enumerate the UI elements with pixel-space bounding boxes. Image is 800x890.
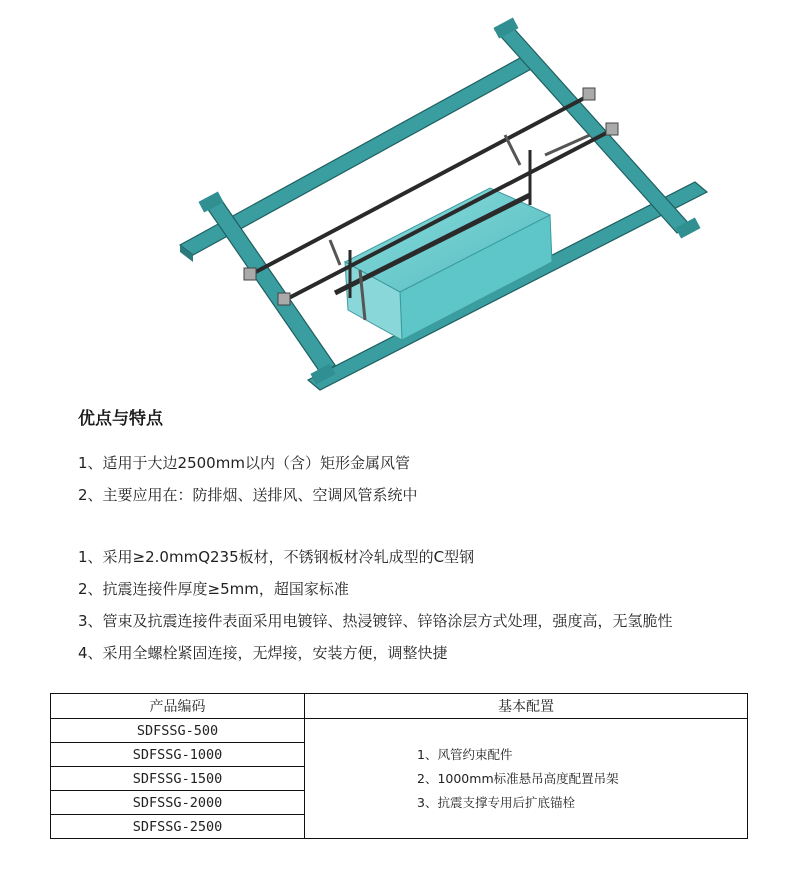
table-row xyxy=(51,719,748,743)
feature-line-4: 4、采用全螺栓紧固连接，无焊接，安装方便，调整快捷 xyxy=(78,644,448,662)
spec-table xyxy=(50,693,748,839)
bracket-clip xyxy=(244,268,256,280)
header-basic-config: 基本配置 xyxy=(305,694,748,719)
section-title: 优点与特点 xyxy=(78,409,163,429)
header-product-code: 产品编码 xyxy=(51,694,305,719)
seismic-brace xyxy=(330,240,340,265)
config-item-2: 2、1000mm标准悬吊高度配置吊架 xyxy=(417,770,619,786)
bracket-clip xyxy=(278,293,290,305)
feature-line-1: 1、采用≥2.0mmQ235板材，不锈钢板材冷轧成型的C型钢 xyxy=(78,548,475,566)
seismic-brace xyxy=(505,135,520,165)
product-code-cell: SDFSSG-2500 xyxy=(51,815,305,839)
feature-line-3: 3、管束及抗震连接件表面采用电镀锌、热浸镀锌、锌铬涂层方式处理，强度高，无氢脆性 xyxy=(78,612,673,630)
product-code-cell: SDFSSG-1000 xyxy=(51,743,305,767)
application-line-1: 1、适用于大边2500mm以内（含）矩形金属风管 xyxy=(78,454,410,472)
config-item-1: 1、风管约束配件 xyxy=(417,746,513,762)
application-line-2: 2、主要应用在：防排烟、送排风、空调风管系统中 xyxy=(78,486,418,504)
table-header-row xyxy=(51,694,748,719)
bracket-clip xyxy=(583,88,595,100)
steel-beam xyxy=(495,22,690,233)
config-cell xyxy=(305,719,748,839)
product-code-cell: SDFSSG-2000 xyxy=(51,791,305,815)
seismic-bracket-illustration xyxy=(0,0,800,400)
product-code-cell: SDFSSG-1500 xyxy=(51,767,305,791)
config-item-3: 3、抗震支撑专用后扩底锚栓 xyxy=(417,794,575,810)
product-code-cell: SDFSSG-500 xyxy=(51,719,305,743)
feature-line-2: 2、抗震连接件厚度≥5mm，超国家标准 xyxy=(78,580,349,598)
bracket-clip xyxy=(606,123,618,135)
